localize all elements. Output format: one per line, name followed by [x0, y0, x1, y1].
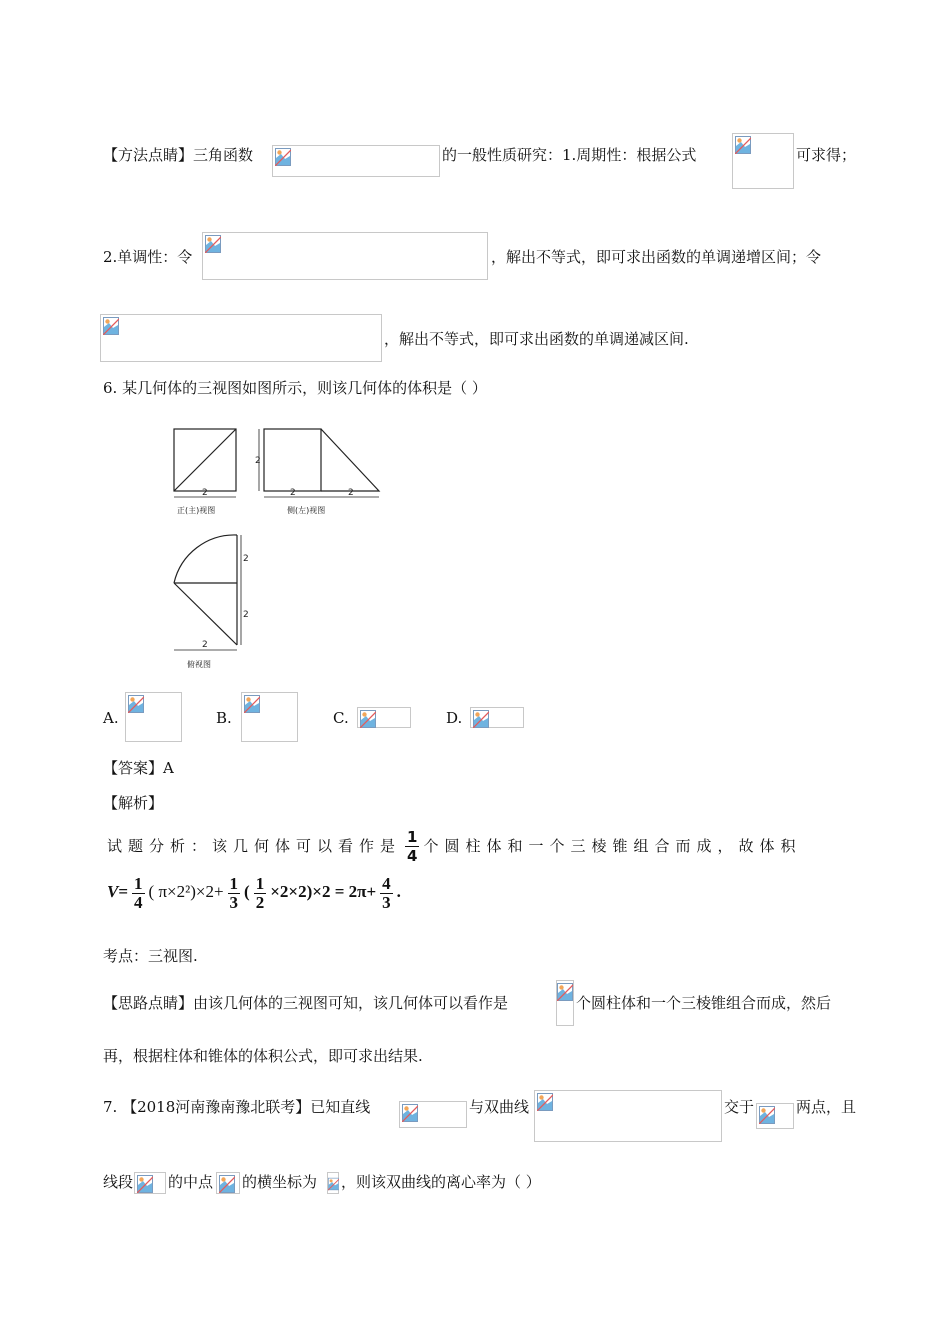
question-7-part4: 两点，且: [796, 1098, 857, 1116]
option-b-image[interactable]: [241, 692, 298, 742]
option-d-label[interactable]: D.: [446, 709, 463, 727]
formula-image-placeholder: [556, 980, 574, 1026]
question-7-part3: 交于: [724, 1098, 755, 1116]
broken-image-icon: [759, 1106, 775, 1124]
answer: 【答案】A: [103, 759, 174, 777]
formula-image-placeholder: [216, 1172, 240, 1194]
formula-image-placeholder: [327, 1172, 339, 1194]
svg-text:2: 2: [290, 488, 296, 498]
question-7-line2-a: 线段: [103, 1173, 134, 1191]
formula-image-placeholder: [202, 232, 488, 280]
top-view-diagonal: [174, 583, 237, 645]
top-view-caption: 俯视图: [187, 660, 211, 669]
option-a-image[interactable]: [125, 692, 182, 742]
front-view-caption: 正(主)视图: [177, 506, 216, 515]
formula-image-placeholder: [534, 1090, 722, 1142]
front-view-diagonal: [174, 429, 236, 491]
method-line-1-mid: 的一般性质研究：1.周期性：根据公式: [442, 146, 697, 164]
formula-image-placeholder: [399, 1101, 467, 1128]
analysis-line-1: 试题分析：该几何体可以看作是 $\frac{1}{4}$ 个圆柱体和一个三棱锥组合而成，故体积: [107, 828, 802, 865]
broken-image-icon: [205, 235, 221, 253]
broken-image-icon: [103, 317, 119, 335]
side-view-triangle: [321, 429, 379, 491]
option-d-image[interactable]: [470, 707, 524, 728]
formula-image-placeholder: [272, 145, 440, 177]
broken-image-icon: [128, 695, 144, 713]
broken-image-icon: [137, 1175, 153, 1193]
fraction-one-quarter: $\frac{1}{4}$: [407, 828, 418, 865]
svg-text:2: 2: [243, 554, 249, 564]
option-b-label[interactable]: B.: [216, 709, 232, 727]
option-a-label[interactable]: A.: [103, 709, 119, 727]
analysis-title: 【解析】: [103, 794, 164, 812]
formula-image-placeholder: [756, 1103, 794, 1129]
formula-image-placeholder: [732, 133, 794, 189]
volume-formula: V= $\frac{1}{4}$ ( π×2²)×2+ $\frac{1}{3}$ ( $\frac{1}{2}$ ×2×2)×2 = 2π+ $\frac{4}{3}$ .: [107, 873, 401, 912]
formula-image-placeholder: [100, 314, 382, 362]
broken-image-icon: [244, 695, 260, 713]
svg-text:2: 2: [243, 610, 249, 620]
silu-suffix: 个圆柱体和一个三棱锥组合而成，然后: [576, 994, 832, 1012]
question-7-part2: 与双曲线: [469, 1098, 530, 1116]
broken-image-icon: [328, 1175, 339, 1193]
broken-image-icon: [402, 1104, 418, 1122]
question-7-line2-d: ，则该双曲线的离心率为（ ）: [341, 1173, 541, 1191]
option-c-image[interactable]: [357, 707, 411, 728]
method-line-1-suffix: 可求得；: [796, 146, 857, 164]
silu-prefix: 【思路点睛】由该几何体的三视图可知，该几何体可以看作是: [103, 994, 509, 1012]
svg-text:2: 2: [202, 640, 208, 650]
method-line-1: [103, 145, 253, 165]
option-c-label[interactable]: C.: [333, 709, 349, 727]
broken-image-icon: [557, 983, 573, 1001]
question-6-stem: 6. 某几何体的三视图如图所示，则该几何体的体积是（ ）: [103, 379, 487, 397]
broken-image-icon: [275, 148, 291, 166]
method-line-2: 2.单调性：令: [103, 248, 193, 266]
silu-line-2: 再，根据柱体和锥体的体积公式，即可求出结果.: [103, 1047, 423, 1065]
side-height-label: 2: [255, 456, 261, 466]
formula-image-placeholder: [134, 1172, 166, 1194]
broken-image-icon: [360, 710, 376, 728]
method-prefix: 【方法点睛】三角函数: [103, 146, 254, 164]
question-7-line2-c: 的横坐标为: [242, 1173, 318, 1191]
question-7-line2-b: 的中点: [168, 1173, 214, 1191]
method-line-3-suffix: ，解出不等式，即可求出函数的单调递减区间.: [384, 330, 689, 348]
front-width-label: 2: [202, 488, 208, 498]
broken-image-icon: [219, 1175, 235, 1193]
svg-text:2: 2: [348, 488, 354, 498]
method-line-2-suffix: ，解出不等式，即可求出函数的单调递增区间；令: [491, 248, 822, 266]
question-7-part1: 7. 【2018河南豫南豫北联考】已知直线: [103, 1098, 371, 1116]
broken-image-icon: [473, 710, 489, 728]
broken-image-icon: [735, 136, 751, 154]
side-view-rect: [264, 429, 321, 491]
broken-image-icon: [537, 1093, 553, 1111]
side-view-caption: 侧(左)视图: [287, 506, 326, 515]
top-view-arc: [174, 535, 237, 583]
kaodian: 考点：三视图.: [103, 947, 198, 965]
three-view-figure: [165, 425, 390, 675]
